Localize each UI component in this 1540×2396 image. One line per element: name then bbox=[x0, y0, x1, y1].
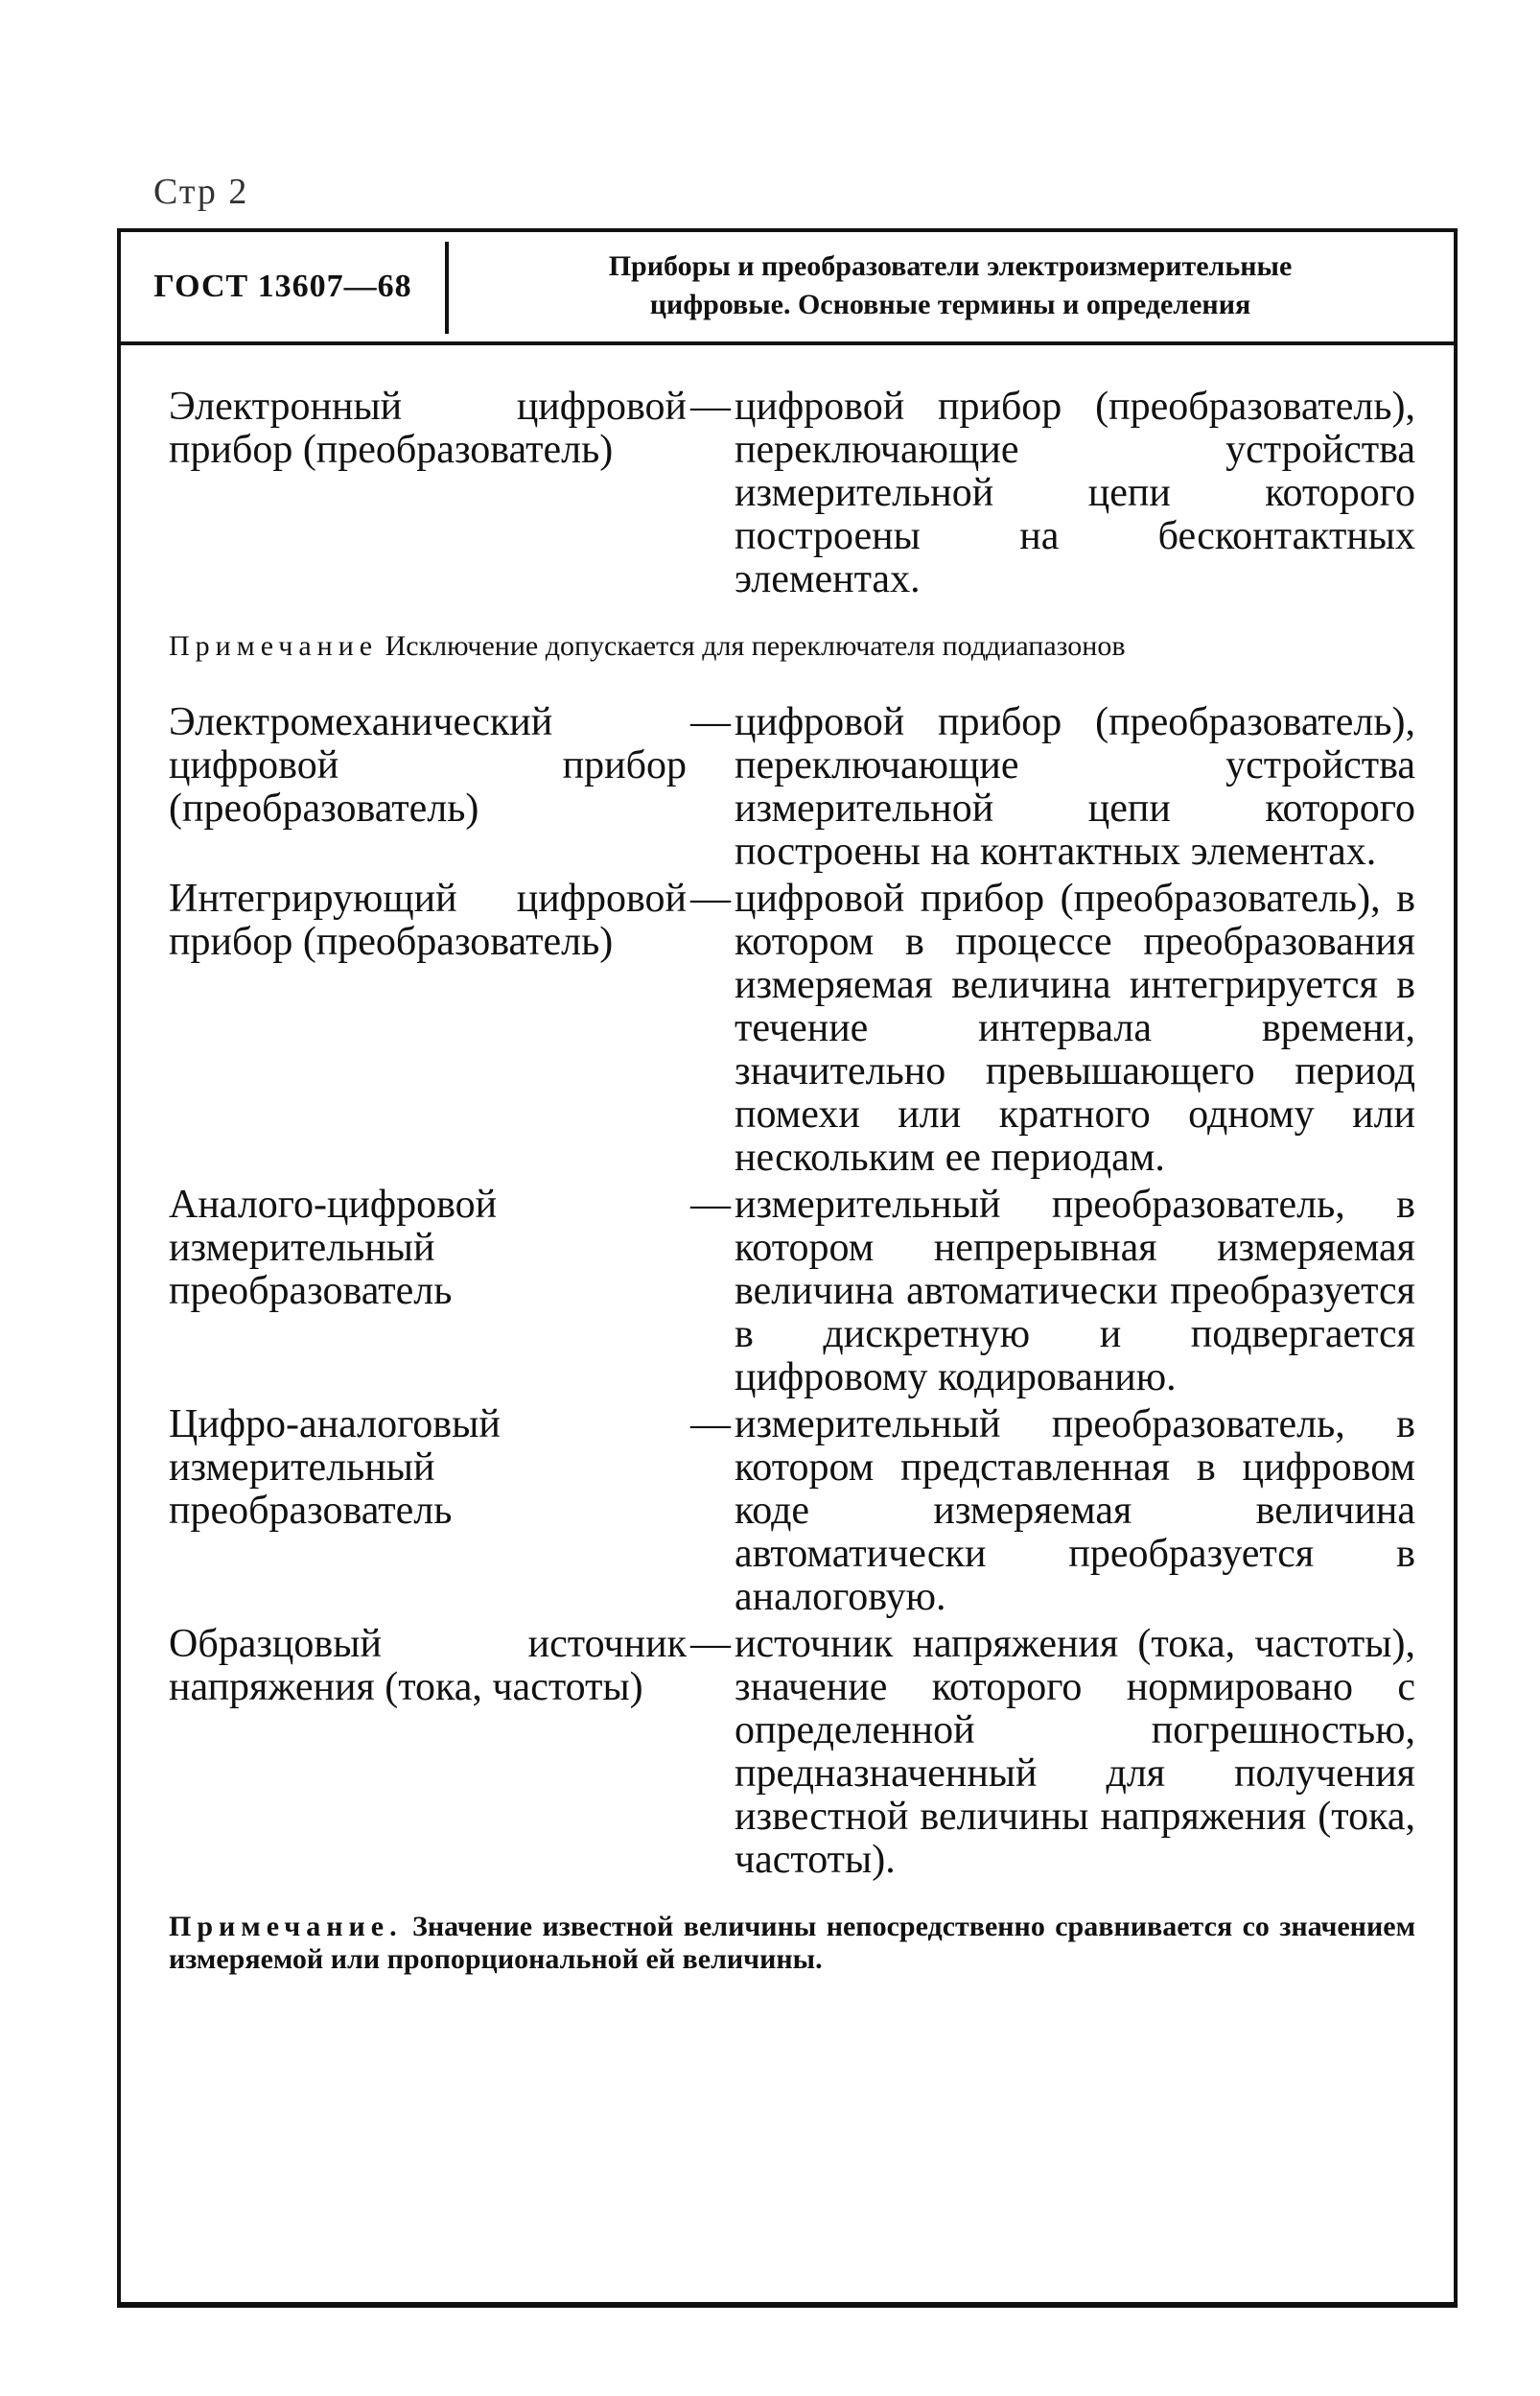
term: Образцовый источник напряжения (тока, частоты) bbox=[169, 1622, 687, 1709]
term-definition: измерительный преобразователь, в котором представленная в цифровом коде измеряемая величина автоматически преобразуется в аналоговую. bbox=[735, 1402, 1415, 1619]
term: Электромеханический цифровой прибор (преобразователь) bbox=[169, 700, 687, 831]
note-text: Исключение допускается для переключателя поддиапазонов bbox=[385, 630, 1126, 662]
term-dash: — bbox=[690, 1183, 731, 1227]
term-dash: — bbox=[690, 1402, 731, 1446]
term-definition: цифровой прибор (преобразователь), переключающие устройства измерительной цепи которого построены на контактных элементах. bbox=[735, 700, 1415, 874]
header-divider bbox=[445, 242, 449, 334]
term-entry bbox=[169, 701, 1415, 874]
standard-code: ГОСТ 13607—68 bbox=[153, 269, 412, 304]
term-definition: цифровой прибор (преобразователь), в котором в процессе преобразования измеряемая величина интегрируется в течение интервала времени, значительно превышающего период помехи или кратного одному или нескольким ее периодам. bbox=[735, 877, 1415, 1180]
standard-title-line1: Приборы и преобразователи электроизмерительные bbox=[608, 250, 1293, 282]
term-entry bbox=[169, 878, 1415, 1180]
document-frame bbox=[117, 228, 1458, 2308]
term: Электронный цифровой прибор (преобразователь) bbox=[169, 385, 687, 472]
term-dash: — bbox=[690, 700, 731, 744]
term-entry bbox=[169, 1403, 1415, 1619]
note bbox=[169, 1911, 1415, 1976]
term-entry bbox=[169, 386, 1415, 601]
page-number: Стр 2 bbox=[153, 172, 249, 212]
note bbox=[169, 630, 1415, 663]
term: Цифро-аналоговый измерительный преобразователь bbox=[169, 1402, 501, 1533]
term-definition: цифровой прибор (преобразователь), переключающие устройства измерительной цепи которого построены на бесконтактных элементах. bbox=[735, 385, 1415, 601]
terms-content bbox=[169, 386, 1415, 2014]
term: Интегрирующий цифровой прибор (преобразователь) bbox=[169, 877, 687, 964]
term-dash: — bbox=[690, 1622, 731, 1666]
note-text: Значение известной величины непосредственно сравнивается со значением измеряемой или пропорциональной ей величины. bbox=[169, 1911, 1416, 1975]
term-dash: — bbox=[690, 877, 731, 921]
term-entry bbox=[169, 1184, 1415, 1399]
term: Аналого-цифровой измерительный преобразователь bbox=[169, 1183, 498, 1313]
term-entry bbox=[169, 1623, 1415, 1882]
note-label: Примечание bbox=[169, 630, 379, 662]
standard-title bbox=[456, 247, 1444, 324]
standard-header bbox=[121, 232, 1454, 345]
standard-title-line2: цифровые. Основные термины и определения bbox=[649, 289, 1251, 320]
term-definition: измерительный преобразователь, в котором непрерывная измеряемая величина автоматически преобразуется в дискретную и подвергается цифровому кодированию. bbox=[735, 1183, 1415, 1399]
term-dash: — bbox=[690, 385, 731, 429]
term-definition: источник напряжения (тока, частоты), значение которого нормировано с определенной погрешностью, предназначенный для получения известной величины напряжения (тока, частоты). bbox=[735, 1622, 1415, 1882]
note-label: Примечание. bbox=[169, 1911, 403, 1942]
